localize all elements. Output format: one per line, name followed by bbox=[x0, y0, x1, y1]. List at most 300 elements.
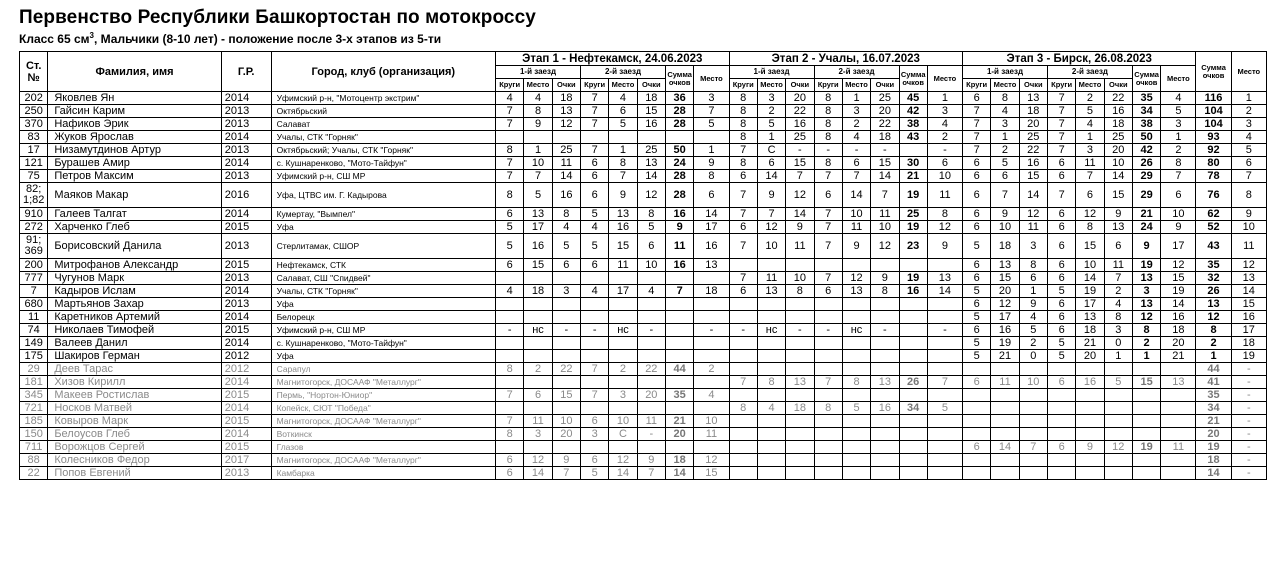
result-cell bbox=[814, 389, 842, 402]
result-cell: 6 bbox=[962, 259, 990, 272]
birth-year: 2013 bbox=[221, 105, 271, 118]
result-cell: 4 bbox=[1104, 298, 1132, 311]
result-cell bbox=[927, 350, 962, 363]
result-cell bbox=[496, 298, 524, 311]
result-cell bbox=[786, 363, 814, 376]
result-cell: 7 bbox=[609, 170, 637, 183]
result-cell: 13 bbox=[1104, 221, 1132, 234]
header-stage-2-sum: Сумма очков bbox=[899, 66, 927, 92]
result-cell bbox=[842, 337, 870, 350]
result-cell bbox=[786, 389, 814, 402]
birth-year: 2014 bbox=[221, 208, 271, 221]
result-cell: 45 bbox=[899, 92, 927, 105]
result-cell bbox=[1076, 415, 1104, 428]
result-cell: 6 bbox=[1231, 157, 1266, 170]
result-cell: 6 bbox=[757, 157, 785, 170]
result-cell: 14 bbox=[665, 467, 693, 480]
result-cell bbox=[962, 415, 990, 428]
result-cell bbox=[899, 350, 927, 363]
result-cell: 6 bbox=[1047, 311, 1075, 324]
result-cell: 7 bbox=[757, 208, 785, 221]
result-cell: 4 bbox=[496, 285, 524, 298]
result-cell: 8 bbox=[814, 157, 842, 170]
result-cell: 6 bbox=[1047, 259, 1075, 272]
result-cell: 2 bbox=[1132, 337, 1160, 350]
result-cell bbox=[757, 298, 785, 311]
result-cell: 6 bbox=[729, 285, 757, 298]
result-cell bbox=[927, 363, 962, 376]
result-cell bbox=[899, 363, 927, 376]
result-cell: 11 bbox=[609, 259, 637, 272]
result-cell bbox=[1161, 415, 1196, 428]
result-cell bbox=[1132, 363, 1160, 376]
result-cell bbox=[991, 467, 1019, 480]
result-cell: 35 bbox=[1132, 92, 1160, 105]
result-cell bbox=[729, 311, 757, 324]
result-cell: 19 bbox=[899, 221, 927, 234]
result-cell bbox=[665, 298, 693, 311]
result-cell bbox=[694, 272, 729, 285]
result-cell: 8 bbox=[552, 208, 580, 221]
result-cell: 35 bbox=[665, 389, 693, 402]
result-cell: 19 bbox=[1161, 285, 1196, 298]
rider-name: Нафиков Эрик bbox=[48, 118, 221, 131]
result-cell: - bbox=[927, 144, 962, 157]
result-cell: 3 bbox=[991, 118, 1019, 131]
city-club: Октябрьский; Учалы, СТК "Горняк" bbox=[271, 144, 495, 157]
result-cell: 18 bbox=[1161, 324, 1196, 337]
result-cell bbox=[1076, 428, 1104, 441]
result-cell bbox=[1076, 363, 1104, 376]
result-cell: 11 bbox=[1104, 259, 1132, 272]
result-cell: 7 bbox=[637, 467, 665, 480]
result-cell: 18 bbox=[694, 285, 729, 298]
result-cell bbox=[1132, 389, 1160, 402]
result-cell bbox=[899, 259, 927, 272]
result-cell: 7 bbox=[496, 105, 524, 118]
result-cell: 38 bbox=[1132, 118, 1160, 131]
result-cell bbox=[786, 415, 814, 428]
result-cell bbox=[524, 350, 552, 363]
start-number: 7 bbox=[20, 285, 48, 298]
start-number: 75 bbox=[20, 170, 48, 183]
result-cell: 7 bbox=[814, 234, 842, 259]
result-cell: 7 bbox=[1104, 272, 1132, 285]
result-cell: 25 bbox=[637, 144, 665, 157]
result-cell: 18 bbox=[1196, 454, 1231, 467]
result-cell bbox=[496, 311, 524, 324]
table-row bbox=[20, 311, 1267, 324]
result-cell: 7 bbox=[814, 170, 842, 183]
result-cell: 1 bbox=[1196, 350, 1231, 363]
result-cell: 10 bbox=[757, 234, 785, 259]
result-cell: 7 bbox=[1047, 105, 1075, 118]
result-cell: 6 bbox=[1047, 157, 1075, 170]
result-cell: 3 bbox=[1019, 234, 1047, 259]
header-stage-1-place: Место bbox=[694, 66, 729, 92]
rider-name: Бурашев Амир bbox=[48, 157, 221, 170]
start-number: 711 bbox=[20, 441, 48, 454]
result-cell: 50 bbox=[665, 144, 693, 157]
result-cell: 12 bbox=[552, 118, 580, 131]
result-cell: 9 bbox=[694, 157, 729, 170]
result-cell: 4 bbox=[524, 92, 552, 105]
result-cell: 13 bbox=[927, 272, 962, 285]
result-cell: 3 bbox=[1231, 118, 1266, 131]
result-cell: 3 bbox=[1104, 324, 1132, 337]
result-cell bbox=[991, 389, 1019, 402]
result-cell: 8 bbox=[927, 208, 962, 221]
result-cell bbox=[1132, 428, 1160, 441]
start-number: 74 bbox=[20, 324, 48, 337]
header-name: Фамилия, имя bbox=[48, 52, 221, 92]
header-stage-2: Этап 2 - Учалы, 16.07.2023 bbox=[729, 52, 962, 66]
result-cell: 28 bbox=[665, 105, 693, 118]
result-cell: 4 bbox=[991, 105, 1019, 118]
result-cell: 18 bbox=[524, 285, 552, 298]
start-number: 185 bbox=[20, 415, 48, 428]
result-cell: 28 bbox=[665, 183, 693, 208]
result-cell: 5 bbox=[962, 337, 990, 350]
result-cell: 7 bbox=[552, 467, 580, 480]
result-cell bbox=[1132, 402, 1160, 415]
result-cell: 6 bbox=[729, 170, 757, 183]
start-number: 121 bbox=[20, 157, 48, 170]
result-cell: 44 bbox=[1196, 363, 1231, 376]
result-cell: 6 bbox=[1047, 376, 1075, 389]
result-cell bbox=[842, 389, 870, 402]
result-cell: 9 bbox=[1231, 208, 1266, 221]
result-cell: 42 bbox=[1132, 144, 1160, 157]
result-cell bbox=[927, 415, 962, 428]
result-cell: 92 bbox=[1196, 144, 1231, 157]
result-cell: 14 bbox=[991, 441, 1019, 454]
result-cell bbox=[1047, 454, 1075, 467]
result-cell bbox=[496, 402, 524, 415]
result-cell: 3 bbox=[609, 389, 637, 402]
header-stage-2-heat-1: 1-й заезд bbox=[729, 66, 814, 79]
result-cell bbox=[552, 402, 580, 415]
result-cell: 4 bbox=[1161, 92, 1196, 105]
result-cell: 2 bbox=[757, 105, 785, 118]
result-cell: 12 bbox=[786, 183, 814, 208]
city-club: Уфимский р-н, "Мотоцентр экстрим" bbox=[271, 92, 495, 105]
result-cell bbox=[665, 337, 693, 350]
result-cell bbox=[729, 428, 757, 441]
result-cell: 22 bbox=[1019, 144, 1047, 157]
result-cell: 1 bbox=[991, 131, 1019, 144]
result-cell bbox=[899, 337, 927, 350]
result-cell bbox=[1047, 415, 1075, 428]
city-club: Воткинск bbox=[271, 428, 495, 441]
rider-name: Ворожцов Сергей bbox=[48, 441, 221, 454]
result-cell bbox=[1104, 454, 1132, 467]
result-cell: 2 bbox=[927, 131, 962, 144]
result-cell: 11 bbox=[786, 234, 814, 259]
result-cell: 5 bbox=[1076, 105, 1104, 118]
header-final-place: Место bbox=[1231, 52, 1266, 92]
rider-name: Деев Тарас bbox=[48, 363, 221, 376]
result-cell bbox=[694, 350, 729, 363]
rider-name: Макеев Ростислав bbox=[48, 389, 221, 402]
result-cell: 16 bbox=[665, 208, 693, 221]
result-cell: 6 bbox=[927, 157, 962, 170]
result-cell: 6 bbox=[842, 157, 870, 170]
result-cell: 5 bbox=[1047, 285, 1075, 298]
result-cell: 18 bbox=[1076, 324, 1104, 337]
result-cell bbox=[581, 350, 609, 363]
result-cell bbox=[899, 298, 927, 311]
result-cell: 38 bbox=[899, 118, 927, 131]
result-cell: 4 bbox=[609, 92, 637, 105]
result-cell: 1 bbox=[524, 144, 552, 157]
result-cell: 14 bbox=[842, 183, 870, 208]
result-cell bbox=[609, 337, 637, 350]
result-cell: 6 bbox=[1047, 272, 1075, 285]
result-cell: 11 bbox=[927, 183, 962, 208]
result-cell: 28 bbox=[665, 170, 693, 183]
result-cell bbox=[786, 350, 814, 363]
result-cell bbox=[1019, 415, 1047, 428]
table-row bbox=[20, 428, 1267, 441]
result-cell bbox=[1161, 389, 1196, 402]
result-cell: 10 bbox=[609, 415, 637, 428]
result-cell: 12 bbox=[991, 298, 1019, 311]
start-number: 91; 369 bbox=[20, 234, 48, 259]
city-club: Салават, СШ "Спидвей" bbox=[271, 272, 495, 285]
result-cell: 2 bbox=[694, 363, 729, 376]
city-club: с. Кушнаренково, "Мото-Тайфун" bbox=[271, 337, 495, 350]
result-cell: 1 bbox=[842, 92, 870, 105]
result-cell: 7 bbox=[962, 144, 990, 157]
result-cell: 2 bbox=[524, 363, 552, 376]
result-cell: 4 bbox=[581, 221, 609, 234]
result-cell bbox=[814, 337, 842, 350]
result-cell: 7 bbox=[786, 170, 814, 183]
table-row bbox=[20, 363, 1267, 376]
result-cell bbox=[757, 467, 785, 480]
result-cell: 9 bbox=[991, 208, 1019, 221]
table-row bbox=[20, 298, 1267, 311]
rider-name: Шакиров Герман bbox=[48, 350, 221, 363]
result-cell: 6 bbox=[496, 259, 524, 272]
result-cell bbox=[496, 376, 524, 389]
result-cell: 5 bbox=[1047, 350, 1075, 363]
result-cell: 6 bbox=[496, 467, 524, 480]
result-cell: 26 bbox=[1132, 157, 1160, 170]
result-cell: 23 bbox=[899, 234, 927, 259]
header-stage-2-heat-1-place: Место bbox=[757, 79, 785, 92]
result-cell bbox=[1132, 454, 1160, 467]
result-cell: 13 bbox=[524, 208, 552, 221]
result-cell: 16 bbox=[609, 221, 637, 234]
result-cell: - bbox=[1231, 428, 1266, 441]
result-cell: 28 bbox=[665, 118, 693, 131]
result-cell: - bbox=[496, 324, 524, 337]
result-cell bbox=[842, 298, 870, 311]
result-cell: 6 bbox=[637, 234, 665, 259]
result-cell: 5 bbox=[842, 402, 870, 415]
birth-year: 2014 bbox=[221, 402, 271, 415]
result-cell: 7 bbox=[962, 105, 990, 118]
result-cell: 11 bbox=[1019, 221, 1047, 234]
header-stage-1-heat-2-place: Место bbox=[609, 79, 637, 92]
result-cell: 11 bbox=[524, 415, 552, 428]
result-cell bbox=[637, 402, 665, 415]
result-cell bbox=[757, 363, 785, 376]
result-cell: - bbox=[637, 428, 665, 441]
result-cell bbox=[991, 363, 1019, 376]
table-row bbox=[20, 92, 1267, 105]
result-cell bbox=[637, 337, 665, 350]
result-cell: 4 bbox=[1076, 118, 1104, 131]
result-cell: 8 bbox=[814, 118, 842, 131]
birth-year: 2012 bbox=[221, 363, 271, 376]
header-gr: Г.Р. bbox=[221, 52, 271, 92]
result-cell: 20 bbox=[1161, 337, 1196, 350]
result-cell: 6 bbox=[496, 208, 524, 221]
result-cell: 3 bbox=[927, 105, 962, 118]
table-row bbox=[20, 144, 1267, 157]
result-cell: 7 bbox=[729, 234, 757, 259]
result-cell: 6 bbox=[581, 170, 609, 183]
result-cell: 6 bbox=[1047, 170, 1075, 183]
result-cell: 15 bbox=[1161, 272, 1196, 285]
city-club: Учалы, СТК "Горняк" bbox=[271, 285, 495, 298]
result-cell: 12 bbox=[1019, 208, 1047, 221]
result-cell: 20 bbox=[1019, 118, 1047, 131]
result-cell: 18 bbox=[1231, 337, 1266, 350]
result-cell: 10 bbox=[637, 259, 665, 272]
result-cell: 11 bbox=[694, 428, 729, 441]
result-cell bbox=[814, 259, 842, 272]
result-cell: 5 bbox=[1047, 337, 1075, 350]
result-cell: 6 bbox=[1047, 441, 1075, 454]
result-cell: 6 bbox=[1161, 183, 1196, 208]
result-cell: 16 bbox=[637, 118, 665, 131]
result-cell bbox=[729, 454, 757, 467]
result-cell: 13 bbox=[786, 376, 814, 389]
result-cell bbox=[609, 298, 637, 311]
result-cell: 7 bbox=[962, 118, 990, 131]
start-number: 202 bbox=[20, 92, 48, 105]
result-cell bbox=[899, 311, 927, 324]
result-cell: 8 bbox=[1196, 324, 1231, 337]
birth-year: 2013 bbox=[221, 118, 271, 131]
result-cell bbox=[842, 259, 870, 272]
rider-name: Галеев Талгат bbox=[48, 208, 221, 221]
table-row bbox=[20, 467, 1267, 480]
result-cell: 21 bbox=[1132, 208, 1160, 221]
result-cell bbox=[729, 259, 757, 272]
table-row bbox=[20, 376, 1267, 389]
result-cell: 6 bbox=[1019, 272, 1047, 285]
result-cell bbox=[729, 467, 757, 480]
start-number: 370 bbox=[20, 118, 48, 131]
birth-year: 2015 bbox=[221, 415, 271, 428]
result-cell: 14 bbox=[1231, 285, 1266, 298]
result-cell: 15 bbox=[1076, 234, 1104, 259]
result-cell bbox=[496, 350, 524, 363]
result-cell: 7 bbox=[581, 144, 609, 157]
result-cell: 11 bbox=[637, 415, 665, 428]
result-cell bbox=[729, 389, 757, 402]
result-cell: 7 bbox=[729, 183, 757, 208]
result-cell bbox=[786, 337, 814, 350]
result-cell bbox=[552, 131, 580, 144]
result-cell: 10 bbox=[927, 170, 962, 183]
result-cell: 4 bbox=[581, 285, 609, 298]
result-cell bbox=[581, 337, 609, 350]
result-cell bbox=[927, 467, 962, 480]
result-cell: 7 bbox=[1047, 183, 1075, 208]
result-cell: 10 bbox=[1019, 376, 1047, 389]
result-cell bbox=[757, 441, 785, 454]
city-club: Магнитогорск, ДОСААФ "Металлург" bbox=[271, 376, 495, 389]
table-row bbox=[20, 350, 1267, 363]
result-cell: 5 bbox=[496, 234, 524, 259]
result-cell bbox=[1047, 389, 1075, 402]
result-cell: - bbox=[927, 324, 962, 337]
result-cell bbox=[1161, 467, 1196, 480]
result-cell: 14 bbox=[694, 208, 729, 221]
rider-name: Митрофанов Александр bbox=[48, 259, 221, 272]
result-cell: 93 bbox=[1196, 131, 1231, 144]
result-cell: 3 bbox=[694, 92, 729, 105]
result-cell: 8 bbox=[1019, 259, 1047, 272]
result-cell: 2 bbox=[1104, 285, 1132, 298]
result-cell bbox=[729, 441, 757, 454]
result-cell: 10 bbox=[842, 208, 870, 221]
result-cell: 34 bbox=[1196, 402, 1231, 415]
result-cell bbox=[729, 415, 757, 428]
birth-year: 2012 bbox=[221, 350, 271, 363]
table-row bbox=[20, 454, 1267, 467]
result-cell bbox=[962, 428, 990, 441]
result-cell: 6 bbox=[581, 415, 609, 428]
result-cell: 2 bbox=[609, 363, 637, 376]
result-cell: 35 bbox=[1196, 389, 1231, 402]
result-cell: 15 bbox=[637, 105, 665, 118]
header-stage-3-heat-2-place: Место bbox=[1076, 79, 1104, 92]
result-cell: 6 bbox=[581, 157, 609, 170]
result-cell: 25 bbox=[1019, 131, 1047, 144]
header-stage-2-place: Место bbox=[927, 66, 962, 92]
result-cell bbox=[842, 467, 870, 480]
result-cell: 7 bbox=[581, 389, 609, 402]
result-cell: нс bbox=[842, 324, 870, 337]
result-cell bbox=[665, 324, 693, 337]
table-row bbox=[20, 324, 1267, 337]
result-cell: 2 bbox=[1231, 105, 1266, 118]
result-cell: 8 bbox=[729, 105, 757, 118]
city-club: Салават bbox=[271, 118, 495, 131]
result-cell: 7 bbox=[1047, 131, 1075, 144]
result-cell: 8 bbox=[694, 170, 729, 183]
result-cell: 5 bbox=[962, 350, 990, 363]
result-cell bbox=[871, 428, 899, 441]
result-cell: 7 bbox=[496, 415, 524, 428]
result-cell bbox=[757, 454, 785, 467]
result-cell bbox=[552, 337, 580, 350]
city-club: Уфа, ЦТВС им. Г. Кадырова bbox=[271, 183, 495, 208]
result-cell bbox=[871, 415, 899, 428]
result-cell: 11 bbox=[665, 234, 693, 259]
header-stage-1-heat-2-points: Очки bbox=[637, 79, 665, 92]
result-cell: 10 bbox=[1076, 259, 1104, 272]
result-cell: 7 bbox=[1047, 118, 1075, 131]
result-cell: 6 bbox=[1047, 208, 1075, 221]
